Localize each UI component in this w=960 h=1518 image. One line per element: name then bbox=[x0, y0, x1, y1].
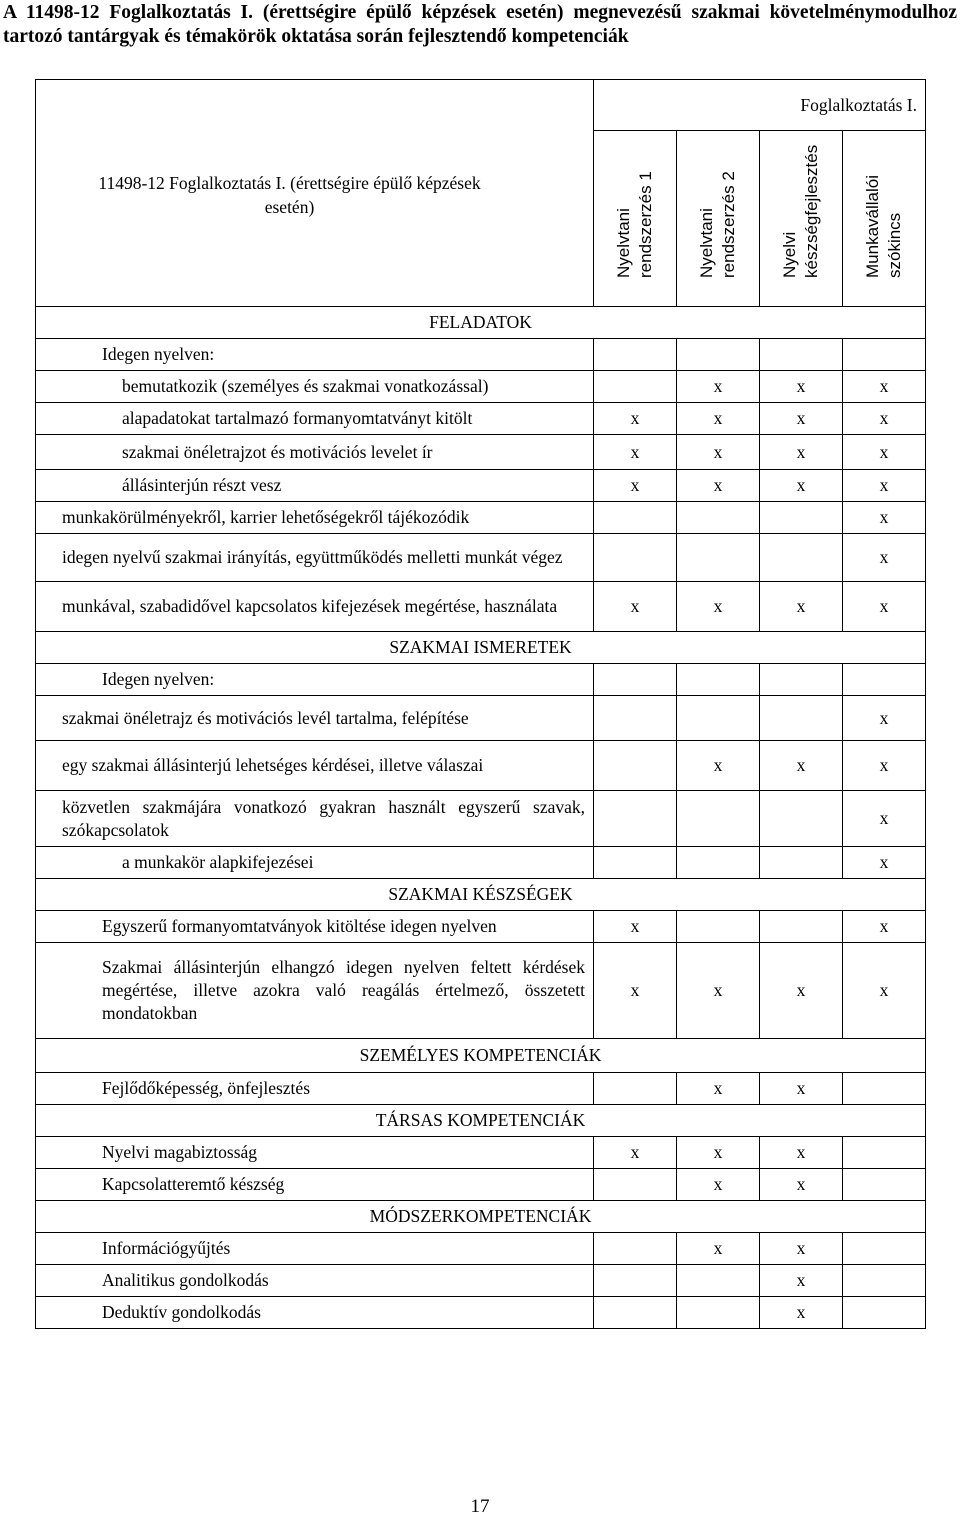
table-row bbox=[36, 1073, 926, 1105]
mark-cell: x bbox=[843, 943, 926, 1039]
mark-cell: x bbox=[594, 582, 677, 632]
mark-cell: x bbox=[843, 502, 926, 534]
row-label: Információgyűjtés bbox=[36, 1233, 594, 1265]
mark-cell: x bbox=[677, 943, 760, 1039]
mark-cell: x bbox=[677, 470, 760, 502]
mark-cell: x bbox=[760, 435, 843, 470]
table-row bbox=[36, 470, 926, 502]
table-row bbox=[36, 403, 926, 435]
section-keszsegek: SZAKMAI KÉSZSÉGEK bbox=[36, 879, 926, 911]
mark-cell: x bbox=[843, 847, 926, 879]
mark-cell: x bbox=[594, 911, 677, 943]
table-row bbox=[36, 696, 926, 741]
mark-cell: x bbox=[760, 1137, 843, 1169]
section-tarsas: TÁRSAS KOMPETENCIÁK bbox=[36, 1105, 926, 1137]
mark-cell bbox=[594, 847, 677, 879]
mark-cell: x bbox=[760, 1073, 843, 1105]
row-label: a munkakör alapkifejezései bbox=[36, 847, 594, 879]
idegen-nyelven-label-2: Idegen nyelven: bbox=[36, 664, 594, 696]
mark-cell bbox=[843, 1137, 926, 1169]
row-label: alapadatokat tartalmazó formanyomtatványt kitölt bbox=[36, 403, 594, 435]
row-label: közvetlen szakmájára vonatkozó gyakran használt egyszerű szavak, szókapcsolatok bbox=[36, 791, 594, 847]
row-label: Kapcsolatteremtő készség bbox=[36, 1169, 594, 1201]
mark-cell: x bbox=[760, 403, 843, 435]
mark-cell: x bbox=[594, 403, 677, 435]
mark-cell bbox=[843, 1233, 926, 1265]
row-label: Fejlődőképesség, önfejlesztés bbox=[36, 1073, 594, 1105]
mark-cell: x bbox=[843, 435, 926, 470]
mark-cell: x bbox=[843, 696, 926, 741]
table-row bbox=[36, 371, 926, 403]
mark-cell: x bbox=[843, 911, 926, 943]
row-label: munkával, szabadidővel kapcsolatos kifejezések megértése, használata bbox=[36, 582, 594, 632]
mark-cell bbox=[760, 911, 843, 943]
mark-cell: x bbox=[843, 403, 926, 435]
mark-cell: x bbox=[760, 371, 843, 403]
mark-cell bbox=[677, 696, 760, 741]
mark-cell bbox=[677, 791, 760, 847]
competency-table bbox=[35, 79, 926, 1329]
mark-cell: x bbox=[760, 741, 843, 791]
mark-cell bbox=[677, 911, 760, 943]
mark-cell bbox=[843, 1265, 926, 1297]
column-header-4: Munkavállalói szókincs bbox=[843, 131, 926, 307]
mark-cell: x bbox=[760, 1297, 843, 1329]
mark-cell: x bbox=[677, 1073, 760, 1105]
table-row bbox=[36, 582, 926, 632]
row-label: szakmai önéletrajzot és motivációs levelet ír bbox=[36, 435, 594, 470]
subject-title: Foglalkoztatás I. bbox=[594, 80, 926, 131]
section-feladatok: FELADATOK bbox=[36, 307, 926, 339]
row-label: szakmai önéletrajz és motivációs levél tartalma, felépítése bbox=[36, 696, 594, 741]
table-row bbox=[36, 847, 926, 879]
mark-cell: x bbox=[760, 582, 843, 632]
row-label: egy szakmai állásinterjú lehetséges kérdései, illetve válaszai bbox=[36, 741, 594, 791]
mark-cell bbox=[677, 1297, 760, 1329]
mark-cell bbox=[594, 696, 677, 741]
mark-cell bbox=[594, 1169, 677, 1201]
column-header-2: Nyelvtani rendszerzés 2 bbox=[677, 131, 760, 307]
mark-cell bbox=[843, 1073, 926, 1105]
row-label: Egyszerű formanyomtatványok kitöltése idegen nyelven bbox=[36, 911, 594, 943]
table-row bbox=[36, 1297, 926, 1329]
row-label: bemutatkozik (személyes és szakmai vonatkozással) bbox=[36, 371, 594, 403]
row-label: Deduktív gondolkodás bbox=[36, 1297, 594, 1329]
mark-cell bbox=[594, 534, 677, 582]
table-row bbox=[36, 502, 926, 534]
table-row bbox=[36, 534, 926, 582]
row-label: munkakörülményekről, karrier lehetőségekről tájékozódik bbox=[36, 502, 594, 534]
module-title: 11498-12 Foglalkoztatás I. (érettségire épülő képzések esetén) bbox=[98, 172, 481, 217]
mark-cell: x bbox=[677, 1169, 760, 1201]
row-label: Szakmai állásinterjún elhangzó idegen nyelven feltett kérdések megértése, illetve azokra való reagálás értelmező, összetett mondatokban bbox=[36, 943, 594, 1039]
mark-cell: x bbox=[843, 371, 926, 403]
mark-cell bbox=[594, 502, 677, 534]
mark-cell: x bbox=[677, 1137, 760, 1169]
mark-cell: x bbox=[677, 741, 760, 791]
table-row bbox=[36, 1137, 926, 1169]
idegen-nyelven-label: Idegen nyelven: bbox=[36, 339, 594, 371]
column-header-3: Nyelvi készségfejlesztés bbox=[760, 131, 843, 307]
mark-cell: x bbox=[843, 470, 926, 502]
page-number: 17 bbox=[470, 1496, 490, 1517]
mark-cell bbox=[760, 534, 843, 582]
mark-cell bbox=[843, 1169, 926, 1201]
mark-cell: x bbox=[843, 791, 926, 847]
mark-cell: x bbox=[760, 1169, 843, 1201]
table-row bbox=[36, 911, 926, 943]
mark-cell: x bbox=[594, 435, 677, 470]
mark-cell bbox=[594, 1297, 677, 1329]
mark-cell: x bbox=[677, 582, 760, 632]
mark-cell: x bbox=[677, 403, 760, 435]
mark-cell bbox=[594, 1233, 677, 1265]
mark-cell bbox=[677, 502, 760, 534]
section-modszer: MÓDSZERKOMPETENCIÁK bbox=[36, 1201, 926, 1233]
table-row bbox=[36, 1265, 926, 1297]
mark-cell: x bbox=[843, 582, 926, 632]
mark-cell: x bbox=[760, 1233, 843, 1265]
mark-cell: x bbox=[760, 470, 843, 502]
row-label: állásinterjún részt vesz bbox=[36, 470, 594, 502]
page-heading: A 11498-12 Foglalkoztatás I. (érettségire épülő képzések esetén) megnevezésű szakmai követelménymodulhoz tartozó tantárgyak és témakörök oktatása során fejlesztendő kompetenciák bbox=[3, 2, 957, 47]
section-ismeretek: SZAKMAI ISMERETEK bbox=[36, 632, 926, 664]
mark-cell: x bbox=[760, 1265, 843, 1297]
empty-corner-cell bbox=[36, 80, 594, 131]
mark-cell bbox=[594, 371, 677, 403]
mark-cell bbox=[594, 1265, 677, 1297]
table-row bbox=[36, 435, 926, 470]
mark-cell bbox=[677, 534, 760, 582]
mark-cell bbox=[760, 791, 843, 847]
mark-cell bbox=[677, 847, 760, 879]
mark-cell: x bbox=[594, 1137, 677, 1169]
table-row bbox=[36, 791, 926, 847]
mark-cell: x bbox=[677, 435, 760, 470]
mark-cell: x bbox=[760, 943, 843, 1039]
mark-cell bbox=[677, 1265, 760, 1297]
mark-cell: x bbox=[843, 534, 926, 582]
mark-cell bbox=[760, 847, 843, 879]
mark-cell bbox=[843, 1297, 926, 1329]
row-label: Nyelvi magabiztosság bbox=[36, 1137, 594, 1169]
mark-cell bbox=[760, 696, 843, 741]
row-label: Analitikus gondolkodás bbox=[36, 1265, 594, 1297]
mark-cell: x bbox=[594, 470, 677, 502]
mark-cell: x bbox=[677, 371, 760, 403]
mark-cell bbox=[594, 791, 677, 847]
mark-cell bbox=[594, 1073, 677, 1105]
mark-cell: x bbox=[594, 943, 677, 1039]
section-szemelyes: SZEMÉLYES KOMPETENCIÁK bbox=[36, 1039, 926, 1073]
table-row bbox=[36, 741, 926, 791]
module-title-cell bbox=[36, 131, 594, 307]
mark-cell: x bbox=[843, 741, 926, 791]
table-row bbox=[36, 943, 926, 1039]
table-row bbox=[36, 1169, 926, 1201]
table-row bbox=[36, 1233, 926, 1265]
mark-cell: x bbox=[677, 1233, 760, 1265]
mark-cell bbox=[760, 502, 843, 534]
row-label: idegen nyelvű szakmai irányítás, együttműködés melletti munkát végez bbox=[36, 534, 594, 582]
column-header-1: Nyelvtani rendszerzés 1 bbox=[594, 131, 677, 307]
mark-cell bbox=[594, 741, 677, 791]
